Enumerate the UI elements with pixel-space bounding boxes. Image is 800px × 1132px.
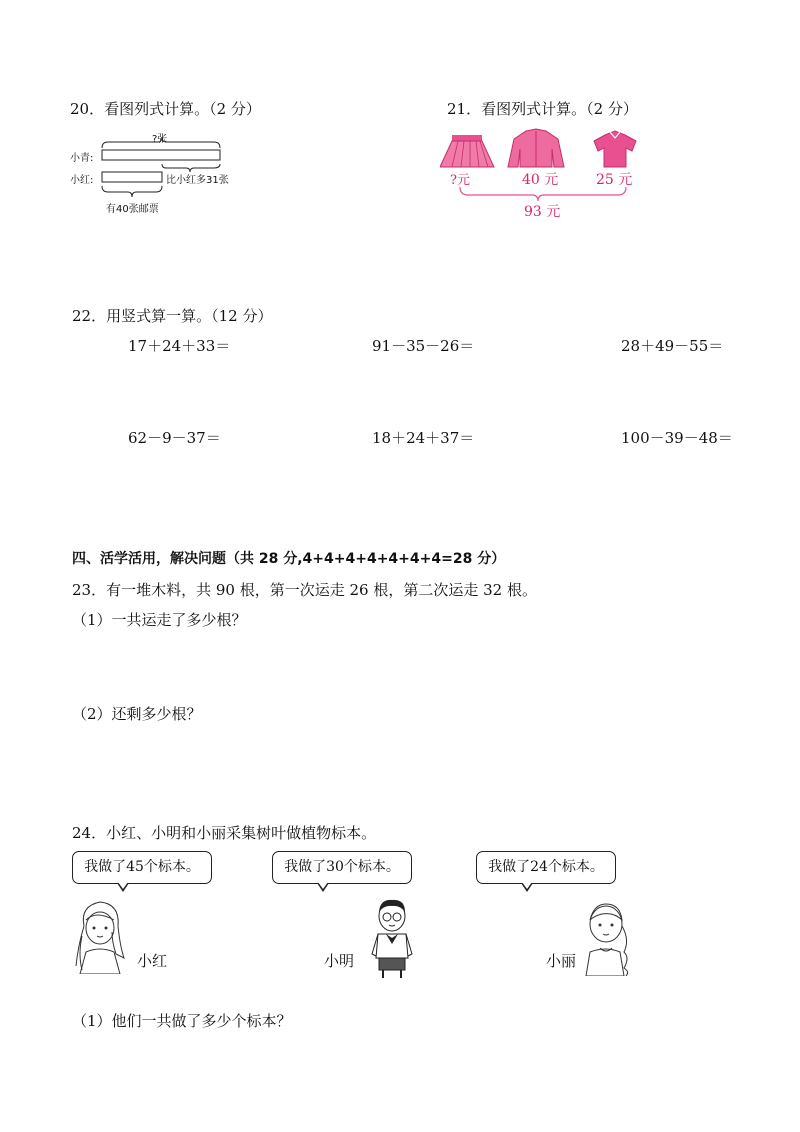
shirt-price: 25 元 bbox=[596, 172, 633, 188]
name-xiaohong: 小红 bbox=[137, 952, 168, 970]
total-price: 93 元 bbox=[524, 204, 561, 220]
more-label: 比小红多31张 bbox=[166, 175, 229, 186]
q21-title: 21．看图列式计算。（2 分） bbox=[447, 100, 638, 118]
total-label: ?张 bbox=[152, 134, 168, 145]
coat-icon bbox=[508, 129, 564, 167]
girl-xiaohong-icon bbox=[72, 896, 132, 974]
q23-sub1: （1）一共运走了多少根？ bbox=[72, 611, 247, 629]
expression-1: 17＋24＋33＝ bbox=[128, 337, 231, 355]
skirt-price: ?元 bbox=[450, 173, 470, 188]
expression-4: 62－9－37＝ bbox=[128, 429, 221, 447]
q24-sub1: （1）他们一共做了多少个标本？ bbox=[72, 1012, 292, 1030]
speech-bubble-xiaohong: 我做了45个标本。 bbox=[72, 851, 212, 884]
q24-text: 24．小红、小明和小丽采集树叶做植物标本。 bbox=[72, 824, 377, 842]
girl-xiaoli-icon bbox=[580, 896, 636, 976]
q20-diagram bbox=[70, 130, 270, 220]
have-label: 有40张邮票 bbox=[106, 204, 159, 215]
expression-2: 91－35－26＝ bbox=[372, 337, 475, 355]
q21-figure bbox=[440, 125, 650, 220]
speech-bubble-xiaoming: 我做了30个标本。 bbox=[272, 851, 412, 884]
speech-bubble-xiaoli: 我做了24个标本。 bbox=[476, 851, 616, 884]
boy-xiaoming-icon bbox=[370, 896, 414, 978]
skirt-icon bbox=[440, 135, 494, 167]
expression-3: 28＋49－55＝ bbox=[621, 337, 724, 355]
shirt-icon bbox=[594, 131, 636, 167]
q23-text: 23．有一堆木料，共 90 根，第一次运走 26 根，第二次运走 32 根。 bbox=[72, 581, 537, 599]
q23-sub2: （2）还剩多少根？ bbox=[72, 705, 202, 723]
q20-title: 20．看图列式计算。（2 分） bbox=[70, 100, 261, 118]
row1-label: 小青: bbox=[70, 153, 94, 164]
expression-6: 100－39－48＝ bbox=[621, 429, 733, 447]
section-heading: 四、活学活用，解决问题（共 28 分,4+4+4+4+4+4+4=28 分） bbox=[72, 551, 506, 567]
coat-price: 40 元 bbox=[522, 172, 559, 188]
q22-title: 22．用竖式算一算。（12 分） bbox=[72, 307, 273, 325]
name-xiaoming: 小明 bbox=[324, 952, 355, 970]
row2-label: 小红: bbox=[70, 175, 94, 186]
name-xiaoli: 小丽 bbox=[546, 952, 577, 970]
expression-5: 18＋24＋37＝ bbox=[372, 429, 475, 447]
